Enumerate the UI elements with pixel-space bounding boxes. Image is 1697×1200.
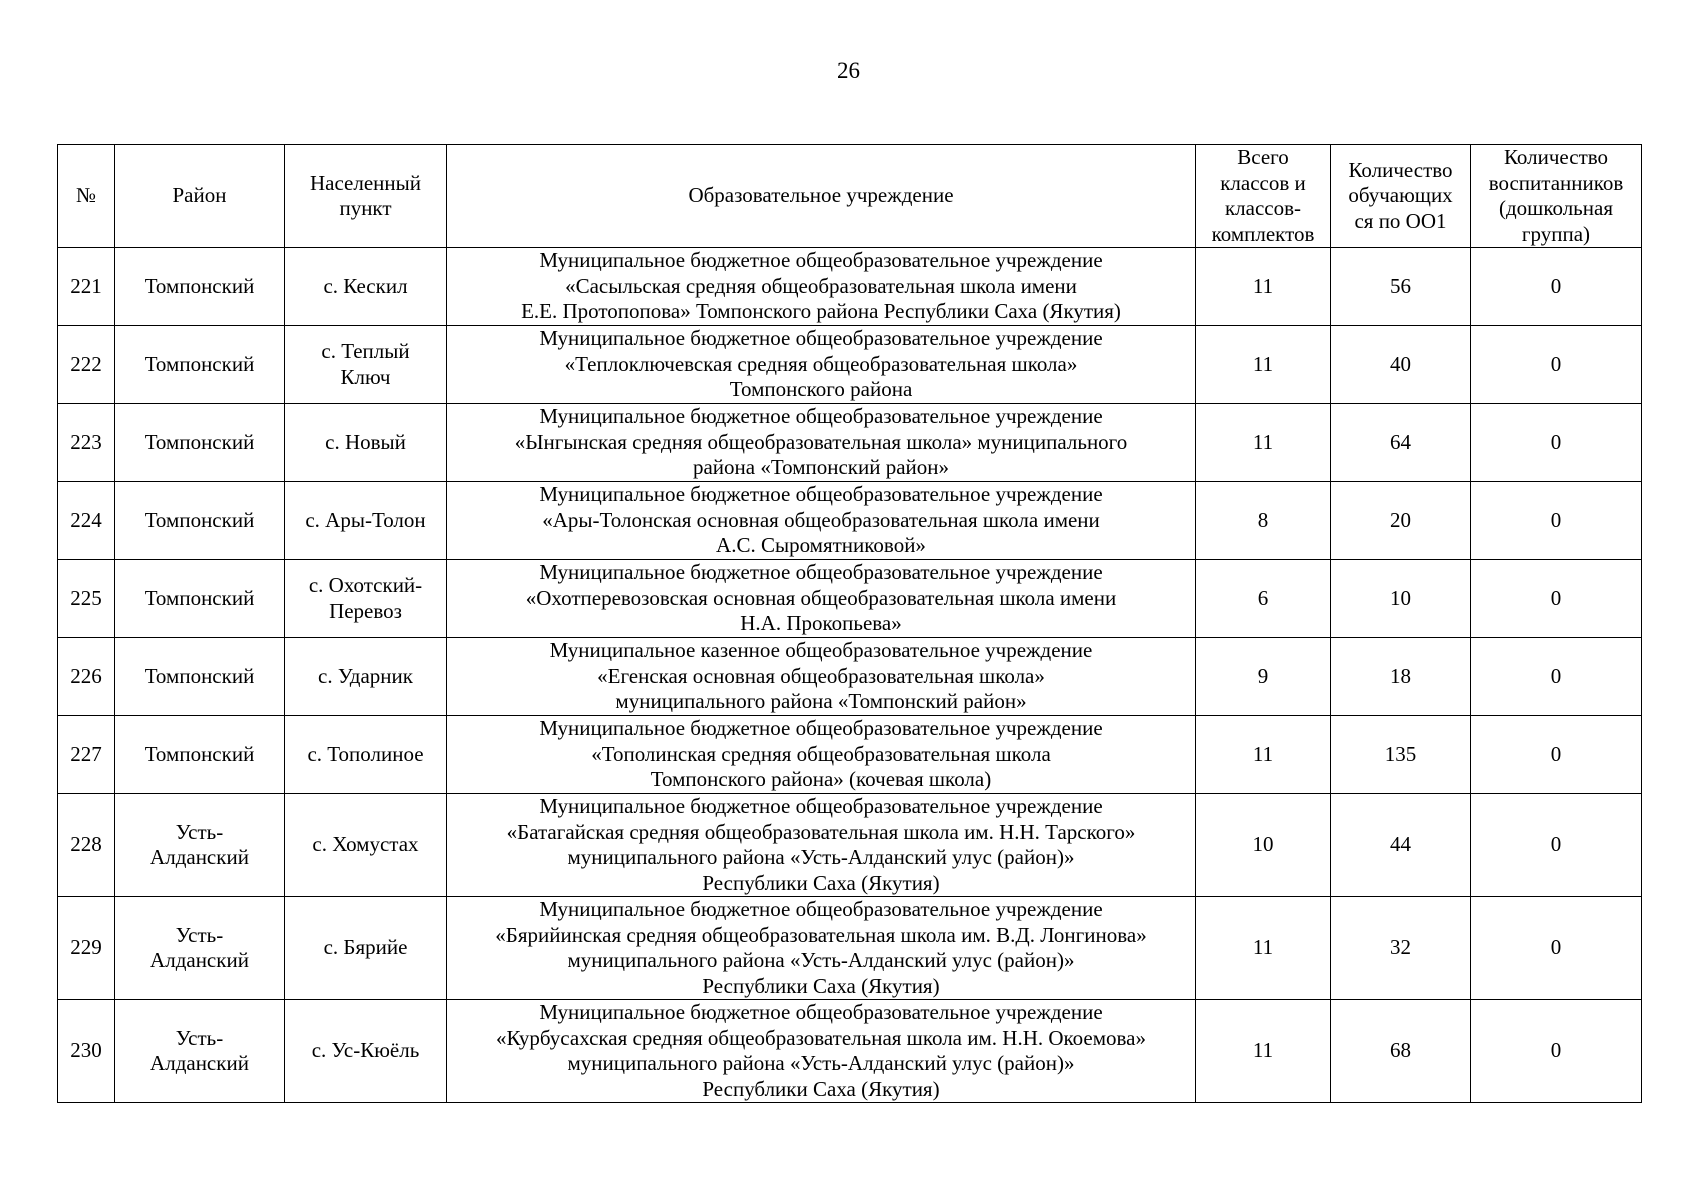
institution-line: «Бярийинская средняя общеобразовательная школа им. В.Д. Лонгинова» (495, 922, 1147, 947)
table-row (58, 794, 1642, 897)
institution-line: Муниципальное бюджетное общеобразовательное учреждение (539, 482, 1103, 507)
institution-line: «Ары-Толонская основная общеобразовательная школа имени (542, 507, 1100, 532)
row-number: 228 (58, 794, 115, 897)
row-settlement (285, 248, 447, 326)
settlement-line: с. Кескил (323, 273, 408, 298)
row-students: 18 (1331, 638, 1471, 716)
district-line: Алданский (150, 1051, 249, 1075)
row-district (115, 1000, 285, 1103)
row-preschool: 0 (1471, 1000, 1642, 1103)
row-classes: 8 (1196, 482, 1331, 560)
header-preschool (1471, 145, 1642, 248)
institution-line: Е.Е. Протопопова» Томпонского района Республики Саха (Якутия) (521, 299, 1121, 324)
row-number: 230 (58, 1000, 115, 1103)
header-settlement-line: пункт (339, 196, 392, 220)
row-preschool: 0 (1471, 482, 1642, 560)
district-line: Усть- (175, 819, 224, 844)
settlement-line: Перевоз (329, 598, 402, 623)
institution-line: Муниципальное бюджетное общеобразовательное учреждение (539, 326, 1103, 351)
row-preschool: 0 (1471, 248, 1642, 326)
row-district (115, 560, 285, 638)
row-number: 221 (58, 248, 115, 326)
row-institution (447, 248, 1196, 326)
row-students: 56 (1331, 248, 1471, 326)
row-preschool: 0 (1471, 897, 1642, 1000)
header-preschool-line: Количество (1503, 145, 1609, 169)
row-settlement (285, 794, 447, 897)
row-students: 32 (1331, 897, 1471, 1000)
row-district (115, 897, 285, 1000)
institution-line: Томпонского района (729, 377, 913, 402)
institution-line: Муниципальное бюджетное общеобразовательное учреждение (539, 248, 1103, 273)
district-line: Томпонский (144, 585, 255, 610)
institution-line: А.С. Сыромятниковой» (716, 533, 926, 558)
row-institution (447, 794, 1196, 897)
row-institution (447, 560, 1196, 638)
table-row (58, 716, 1642, 794)
institution-line: Муниципальное бюджетное общеобразовательное учреждение (539, 794, 1103, 818)
header-students-line: Количество (1348, 157, 1453, 182)
row-classes: 11 (1196, 897, 1331, 1000)
institution-line: «Ынгынская средняя общеобразовательная школа» муниципального (514, 429, 1128, 454)
row-preschool: 0 (1471, 794, 1642, 897)
row-settlement (285, 638, 447, 716)
settlement-line: с. Ары-Толон (305, 507, 426, 532)
header-students (1331, 145, 1471, 248)
header-settlement (285, 145, 447, 248)
row-district (115, 404, 285, 482)
institution-line: Томпонского района» (кочевая школа) (650, 767, 992, 792)
settlement-line: с. Новый (325, 429, 406, 454)
table-row (58, 897, 1642, 1000)
header-num: № (58, 145, 115, 248)
table-header-row (58, 145, 1642, 248)
institution-line: «Сасыльская средняя общеобразовательная школа имени (565, 273, 1077, 298)
row-number: 222 (58, 326, 115, 404)
row-number: 227 (58, 716, 115, 794)
table-row (58, 482, 1642, 560)
settlement-line: с. Бярийе (323, 935, 408, 960)
row-students: 44 (1331, 794, 1471, 897)
header-classes-line: классов- (1224, 196, 1302, 220)
row-number: 224 (58, 482, 115, 560)
row-district (115, 248, 285, 326)
row-classes: 11 (1196, 248, 1331, 326)
row-classes: 11 (1196, 326, 1331, 404)
header-preschool-line: воспитанников (1488, 170, 1624, 195)
district-line: Алданский (150, 845, 249, 869)
row-number: 229 (58, 897, 115, 1000)
row-institution (447, 1000, 1196, 1103)
row-preschool: 0 (1471, 560, 1642, 638)
settlement-line: с. Тополиное (307, 741, 424, 766)
header-classes-line: комплектов (1211, 221, 1315, 246)
institution-line: Муниципальное казенное общеобразовательное учреждение (549, 638, 1093, 663)
row-number: 226 (58, 638, 115, 716)
row-classes: 11 (1196, 404, 1331, 482)
row-institution (447, 716, 1196, 794)
district-line: Томпонский (144, 429, 255, 454)
institution-line: Муниципальное бюджетное общеобразовательное учреждение (539, 897, 1103, 921)
institution-line: Республики Саха (Якутия) (702, 870, 940, 895)
institution-line: муниципального района «Усть-Алданский улус (район)» (567, 948, 1075, 972)
row-institution (447, 482, 1196, 560)
page-number: 26 (837, 58, 860, 83)
row-settlement (285, 560, 447, 638)
institution-line: «Тополинская средняя общеобразовательная школа (591, 741, 1051, 766)
row-institution (447, 326, 1196, 404)
header-students-line: ся по ОО1 (1354, 208, 1447, 233)
row-students: 10 (1331, 560, 1471, 638)
institution-line: Муниципальное бюджетное общеобразовательное учреждение (539, 404, 1103, 429)
institution-line: Муниципальное бюджетное общеобразовательное учреждение (539, 1000, 1103, 1024)
row-students: 64 (1331, 404, 1471, 482)
header-institution: Образовательное учреждение (447, 145, 1196, 248)
row-settlement (285, 482, 447, 560)
row-number: 223 (58, 404, 115, 482)
settlement-line: с. Ус-Кюёль (311, 1038, 420, 1063)
schools-table (57, 144, 1642, 1103)
district-line: Томпонский (144, 351, 255, 376)
table-row (58, 1000, 1642, 1103)
district-line: Томпонский (144, 507, 255, 532)
settlement-line: с. Хомустах (312, 832, 419, 857)
row-district (115, 638, 285, 716)
row-district (115, 716, 285, 794)
institution-line: «Курбусахская средняя общеобразовательная школа им. Н.Н. Окоемова» (495, 1025, 1146, 1050)
district-line: Томпонский (144, 741, 255, 766)
row-district (115, 326, 285, 404)
settlement-line: с. Теплый (321, 339, 410, 363)
table-row (58, 248, 1642, 326)
table-row (58, 638, 1642, 716)
header-classes-line: Всего (1237, 145, 1289, 169)
row-number: 225 (58, 560, 115, 638)
header-classes-line: классов и (1220, 170, 1306, 195)
row-settlement (285, 716, 447, 794)
institution-line: «Охотперевозовская основная общеобразовательная школа имени (525, 585, 1117, 610)
row-classes: 10 (1196, 794, 1331, 897)
row-students: 68 (1331, 1000, 1471, 1103)
row-classes: 6 (1196, 560, 1331, 638)
row-district (115, 482, 285, 560)
row-classes: 9 (1196, 638, 1331, 716)
district-line: Усть- (175, 1025, 224, 1050)
table-body (58, 248, 1642, 1103)
row-students: 135 (1331, 716, 1471, 794)
row-classes: 11 (1196, 716, 1331, 794)
row-preschool: 0 (1471, 326, 1642, 404)
row-district (115, 794, 285, 897)
header-preschool-line: группа) (1521, 221, 1591, 246)
institution-line: района «Томпонский район» (692, 455, 950, 480)
institution-line: «Теплоключевская средняя общеобразовательная школа» (564, 351, 1078, 376)
district-line: Алданский (150, 948, 249, 972)
header-settlement-line: Населенный (309, 170, 421, 195)
institution-line: муниципального района «Усть-Алданский улус (район)» (567, 845, 1075, 869)
table-row (58, 404, 1642, 482)
institution-line: Республики Саха (Якутия) (702, 973, 940, 998)
institution-line: Республики Саха (Якутия) (702, 1076, 940, 1101)
row-preschool: 0 (1471, 404, 1642, 482)
institution-line: Муниципальное бюджетное общеобразовательное учреждение (539, 716, 1103, 741)
row-preschool: 0 (1471, 638, 1642, 716)
district-line: Томпонский (144, 273, 255, 298)
row-institution (447, 404, 1196, 482)
header-district: Район (115, 145, 285, 248)
institution-line: Н.А. Прокопьева» (740, 611, 902, 636)
row-classes: 11 (1196, 1000, 1331, 1103)
row-students: 20 (1331, 482, 1471, 560)
header-students-line: обучающих (1348, 183, 1453, 208)
row-settlement (285, 897, 447, 1000)
row-institution (447, 638, 1196, 716)
header-classes (1196, 145, 1331, 248)
header-preschool-line: (дошкольная (1499, 196, 1613, 220)
settlement-line: с. Охотский- (308, 573, 423, 597)
row-institution (447, 897, 1196, 1000)
row-settlement (285, 326, 447, 404)
row-settlement (285, 1000, 447, 1103)
row-students: 40 (1331, 326, 1471, 404)
institution-line: Муниципальное бюджетное общеобразовательное учреждение (539, 560, 1103, 585)
institution-line: муниципального района «Томпонский район» (615, 689, 1027, 714)
district-line: Томпонский (144, 663, 255, 688)
settlement-line: с. Ударник (318, 663, 413, 688)
institution-line: «Батагайская средняя общеобразовательная школа им. Н.Н. Тарского» (506, 819, 1136, 844)
row-settlement (285, 404, 447, 482)
institution-line: «Егенская основная общеобразовательная школа» (597, 663, 1045, 688)
district-line: Усть- (175, 922, 224, 947)
settlement-line: Ключ (340, 364, 391, 389)
institution-line: муниципального района «Усть-Алданский улус (район)» (567, 1051, 1075, 1075)
row-preschool: 0 (1471, 716, 1642, 794)
table-row (58, 560, 1642, 638)
table-row (58, 326, 1642, 404)
